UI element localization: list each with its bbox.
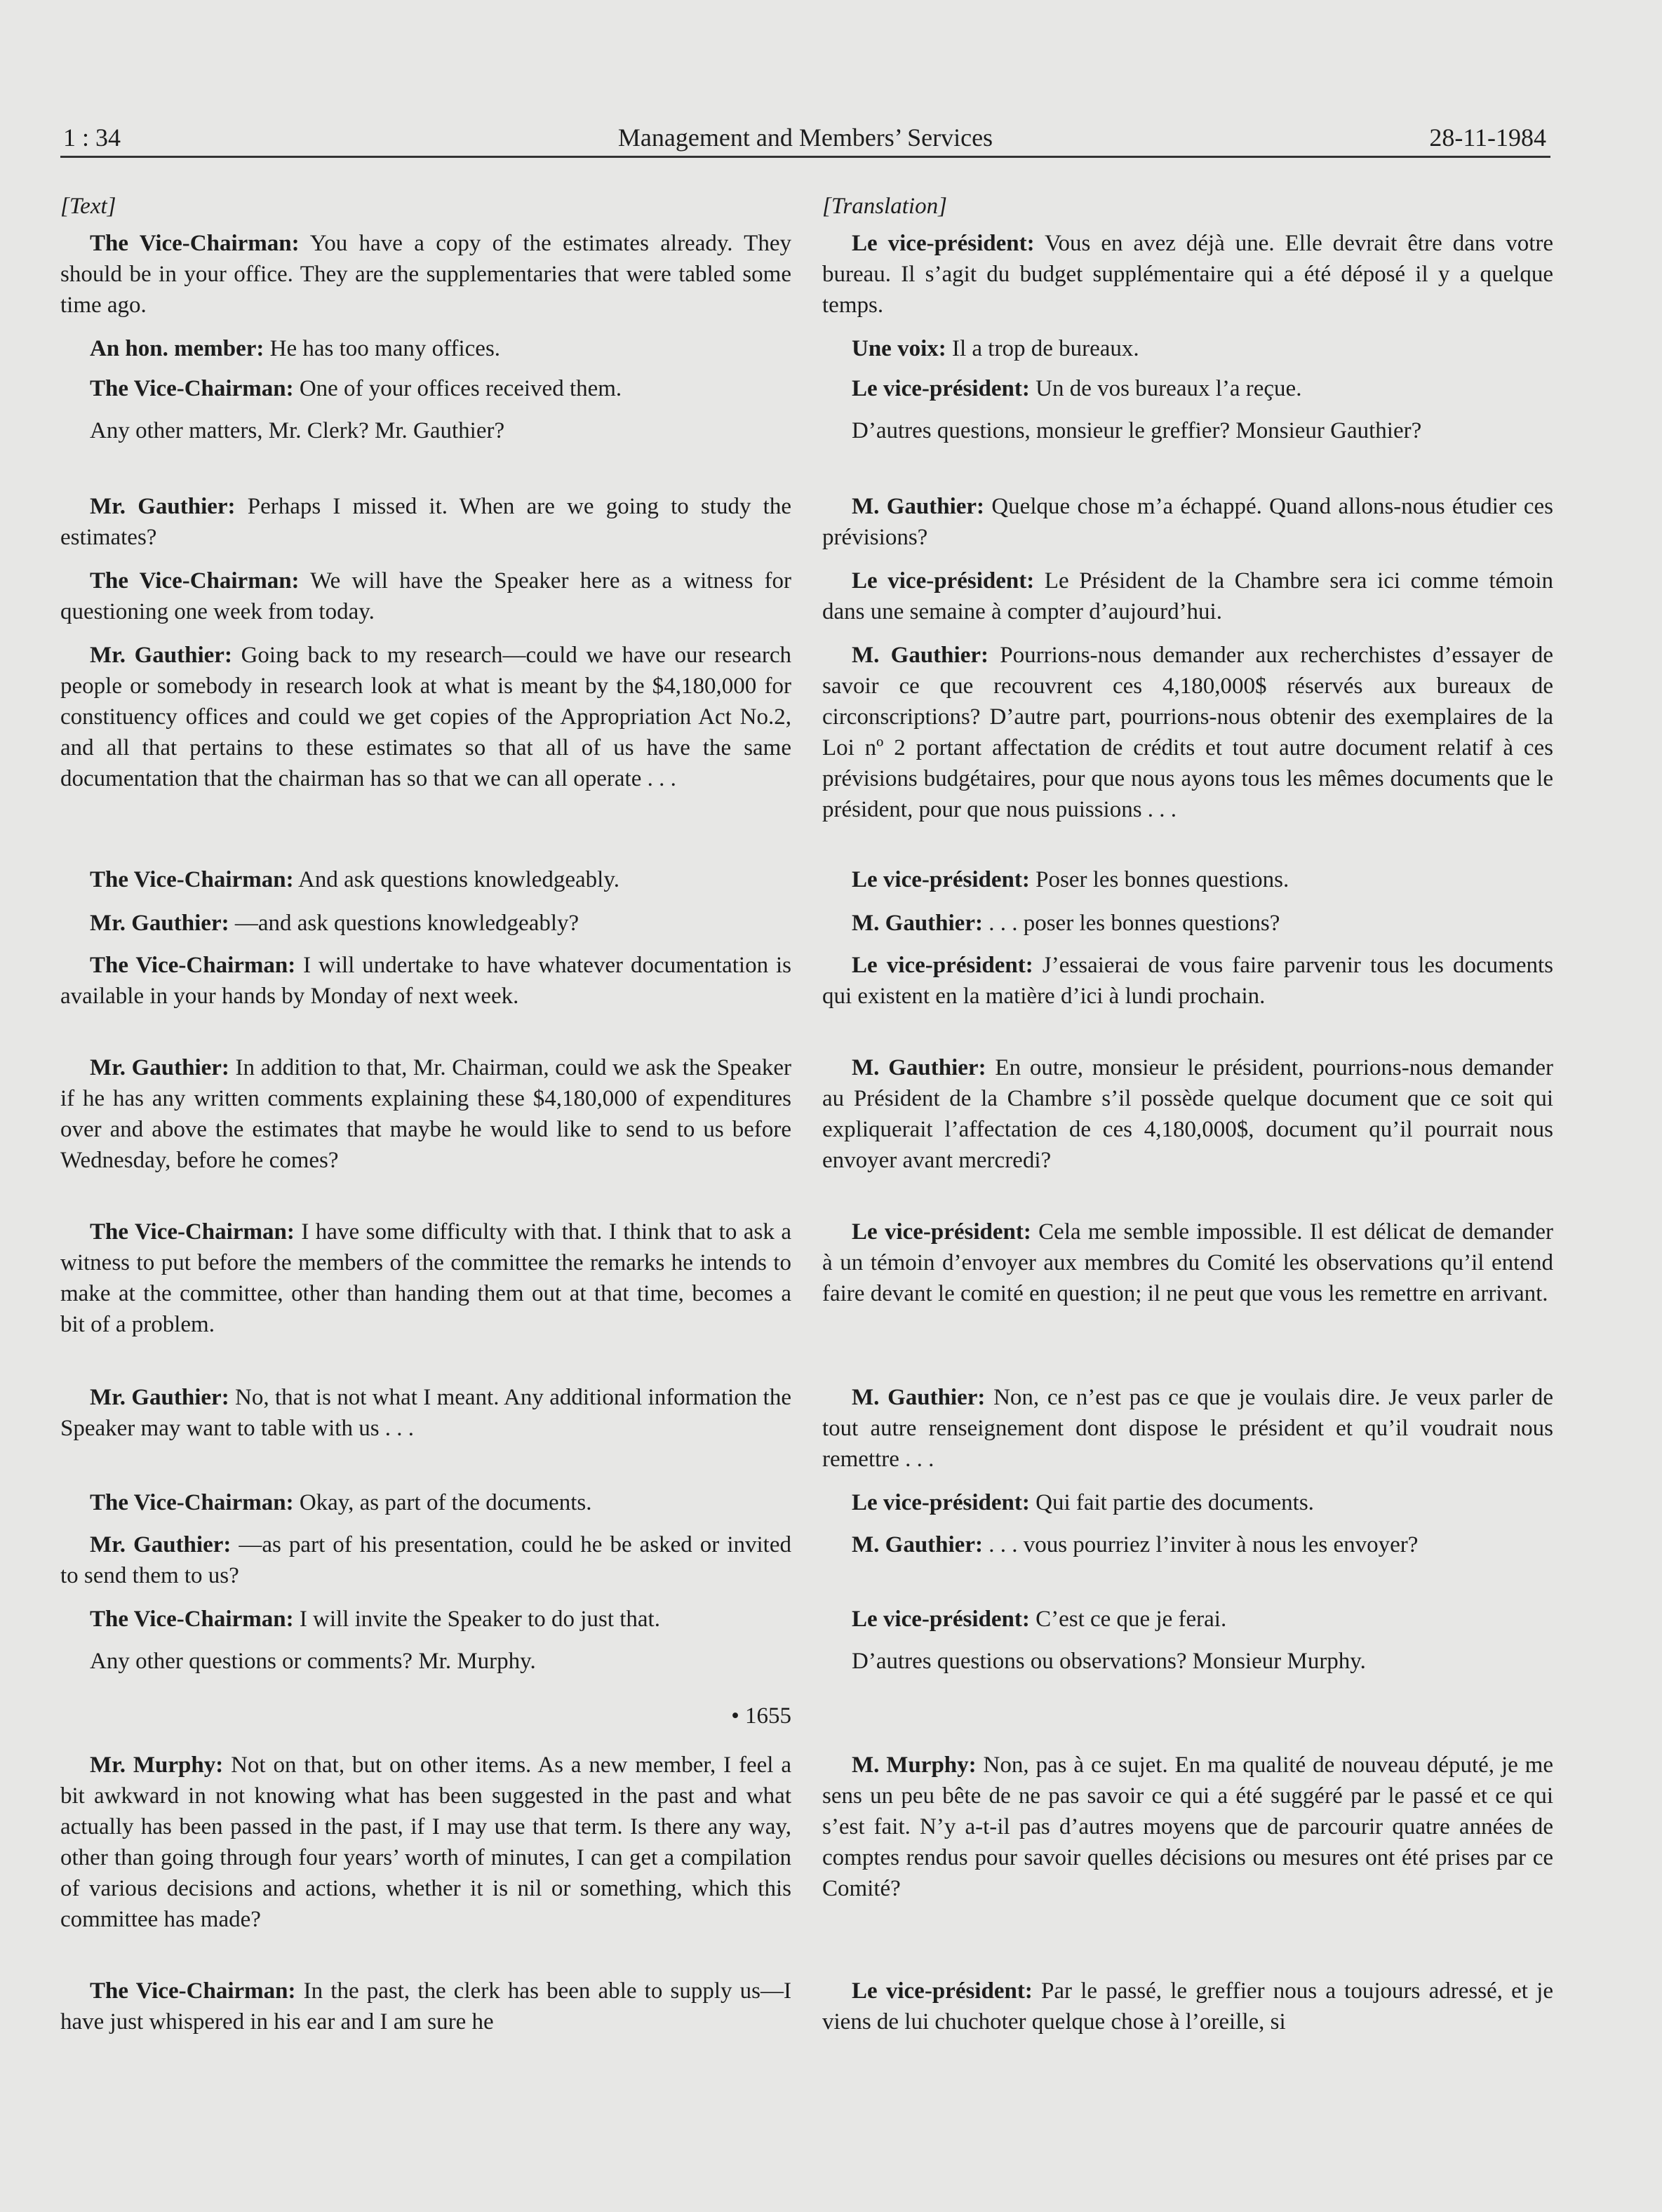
paragraph: Le vice-président: Le Président de la Chambre sera ici comme témoin dans une semaine à compter d’aujourd’hui. [822,568,1553,624]
paragraph: Le vice-président: Par le passé, le greffier nous a toujours adressé, et je viens de lui chuchoter quelque chose à l’oreille, si [822,1978,1553,2035]
paragraph: M. Murphy: Non, pas à ce sujet. En ma qualité de nouveau député, je me sens un peu bête de ne pas savoir ce qui a été suggéré par le passé et ce qui s’est fait. N’y a-t-il pas d’autres moyens que de parcourir quatre années de comptes rendus pour savoir quelles décisions ou mesures ont été prises par ce Comité? [822,1752,1553,1901]
paragraph: Mr. Gauthier: —and ask questions knowledgeably? [90,911,579,936]
paragraph: The Vice-Chairman: And ask questions knowledgeably. [90,867,619,892]
paragraph: M. Gauthier: En outre, monsieur le président, pourrions-nous demander au Président de la Chambre s’il possède quelque document que ce soit qui expliquerait l’affectation de ces 4,180,000$, document qu’il pourrait nous envoyer avant mercredi? [822,1055,1553,1173]
page-number: 1 : 34 [63,123,121,152]
paragraph: Mr. Murphy: Not on that, but on other items. As a new member, I feel a bit awkward in not knowing what has been suggested in the past and what actually has been passed in the past, if I may use that term. Is there any way, other than going through four years’ worth of minutes, I can get a compilation of various decisions and actions, whether it is nil or something, which this committee has made? [60,1752,791,1932]
paragraph: Mr. Gauthier: In addition to that, Mr. Chairman, could we ask the Speaker if he has any written comments explaining these $4,180,000 of expenditures over and above the estimates that maybe he would like to send to us before Wednesday, before he comes? [60,1055,791,1173]
paragraph: Le vice-président: C’est ce que je ferai. [852,1607,1227,1632]
paragraph: Mr. Gauthier: Perhaps I missed it. When are we going to study the estimates? [60,494,791,550]
paragraph: The Vice-Chairman: I will invite the Speaker to do just that. [90,1607,660,1632]
section-label: [Translation] [822,194,947,219]
paragraph: The Vice-Chairman: Okay, as part of the documents. [90,1490,592,1515]
paragraph: Le vice-président: Qui fait partie des documents. [852,1490,1314,1515]
paragraph: An hon. member: He has too many offices. [90,336,501,361]
paragraph: Une voix: Il a trop de bureaux. [852,336,1139,361]
paragraph: The Vice-Chairman: We will have the Speaker here as a witness for questioning one week from today. [60,568,792,624]
paragraph: Le vice-président: J’essaierai de vous faire parvenir tous les documents qui existent en la matière d’ici à lundi prochain. [822,953,1553,1009]
paragraph: The Vice-Chairman: In the past, the clerk has been able to supply us—I have just whispered in his ear and I am sure he [60,1978,791,2035]
paragraph: M. Gauthier: Pourrions-nous demander aux recherchistes d’essayer de savoir ce que recouvrent ces 4,180,000$ réservés aux bureaux de circonscriptions? D’autre part, pourrions-nous obtenir des exemplaires de la Loi nº 2 portant affectation de crédits et tout autre document relatif à ces prévisions budgétaires, pour que nous ayons tous les mêmes documents que le président, pour que nous puissions . . . [822,643,1553,822]
paragraph: Mr. Gauthier: No, that is not what I meant. Any additional information the Speaker may want to table with us . . . [60,1385,791,1441]
paragraph: D’autres questions ou observations? Monsieur Murphy. [852,1649,1366,1674]
paragraph: The Vice-Chairman: I have some difficulty with that. I think that to ask a witness to put before the members of the committee the remarks he intends to make at the committee, other than handing them out at that time, becomes a bit of a problem. [60,1219,791,1337]
time-marker: • 1655 [731,1703,791,1729]
paragraph: Le vice-président: Cela me semble impossible. Il est délicat de demander à un témoin d’envoyer aux membres du Comité les observations qu’il entend faire devant le comité en question; il ne peut que vous les remettre en arrivant. [822,1219,1553,1306]
page-header [60,119,1550,158]
paragraph: The Vice-Chairman: One of your offices received them. [90,376,622,401]
section-label: [Text] [60,194,116,219]
paragraph: M. Gauthier: Quelque chose m’a échappé. Quand allons-nous étudier ces prévisions? [822,494,1553,550]
paragraph: The Vice-Chairman: You have a copy of the estimates already. They should be in your office. They are the supplementaries that were tabled some time ago. [60,231,791,318]
paragraph: Le vice-président: Poser les bonnes questions. [852,867,1289,892]
paragraph: Any other questions or comments? Mr. Murphy. [90,1649,536,1674]
paragraph: M. Gauthier: Non, ce n’est pas ce que je voulais dire. Je veux parler de tout autre renseignement dont dispose le président et qu’il voudrait nous remettre . . . [822,1385,1553,1472]
header-date: 28-11-1984 [1429,123,1546,152]
paragraph: M. Gauthier: . . . vous pourriez l’inviter à nous les envoyer? [852,1532,1419,1557]
paragraph: Mr. Gauthier: Going back to my research—could we have our research people or somebody in research look at what is meant by the $4,180,000 for constituency offices and could we get copies of the Appropriation Act No.2, and all that pertains to these estimates so that all of us have the same documentation that the chairman has so that we can all operate . . . [60,643,791,791]
paragraph: D’autres questions, monsieur le greffier? Monsieur Gauthier? [852,418,1422,443]
paragraph: Le vice-président: Un de vos bureaux l’a reçue. [852,376,1302,401]
running-title: Management and Members’ Services [617,123,993,152]
paragraph: Any other matters, Mr. Clerk? Mr. Gauthier? [90,418,505,443]
paragraph: M. Gauthier: . . . poser les bonnes questions? [852,911,1280,936]
paragraph: The Vice-Chairman: I will undertake to have whatever documentation is available in your hands by Monday of next week. [60,953,791,1009]
paragraph: Mr. Gauthier: —as part of his presentation, could he be asked or invited to send them to us? [60,1532,791,1588]
paragraph: Le vice-président: Vous en avez déjà une. Elle devrait être dans votre bureau. Il s’agit du budget supplémentaire qui a été déposé il y a quelque temps. [822,231,1554,318]
